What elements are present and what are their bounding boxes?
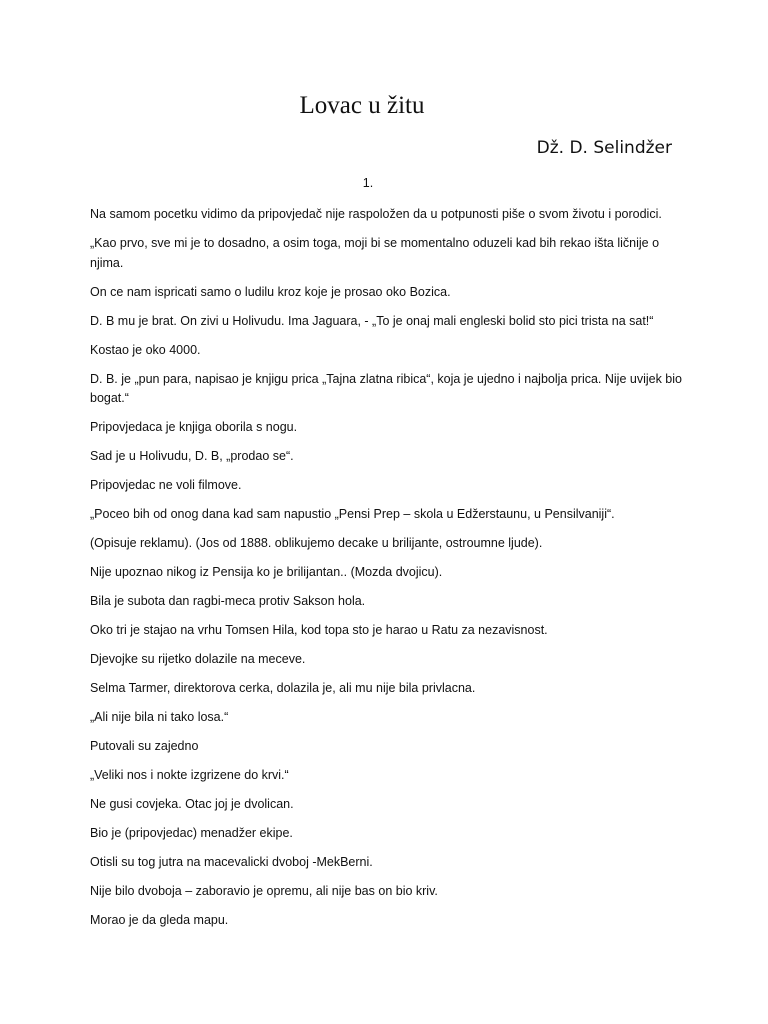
paragraph: Sad je u Holivudu, D. B, „prodao se“. xyxy=(90,449,294,463)
paragraph: Selma Tarmer, direktorova cerka, dolazila je, ali mu nije bila privlacna. xyxy=(90,681,476,695)
document-author: Dž. D. Selindžer xyxy=(536,138,672,158)
document-title: Lovac u žitu xyxy=(299,92,425,119)
paragraph: Ne gusi covjeka. Otac joj je dvolican. xyxy=(90,797,294,811)
paragraph: „Ali nije bila ni tako losa.“ xyxy=(90,710,229,724)
paragraph: Morao je da gleda mapu. xyxy=(90,913,229,927)
paragraph: Nije bilo dvoboja – zaboravio je opremu, ali nije bas on bio kriv. xyxy=(90,884,438,898)
paragraph: Bila je subota dan ragbi-meca protiv Sakson hola. xyxy=(90,594,366,608)
paragraph: „Poceo bih od onog dana kad sam napustio „Pensi Prep – skola u Edžerstaunu, u Pensilvaniji“. xyxy=(90,507,615,521)
paragraph: On ce nam ispricati samo o ludilu kroz koje je prosao oko Bozica. xyxy=(90,284,451,299)
paragraph: D. B. je „pun para, napisao je knjigu prica „Tajna zlatna ribica“, koja je ujedno i najbolja prica. Nije uvijek bio bogat.“ xyxy=(90,371,682,405)
paragraph: (Opisuje reklamu). (Jos od 1888. oblikujemo decake u brilijante, ostroumne ljude). xyxy=(90,536,543,550)
paragraph: Djevojke su rijetko dolazile na meceve. xyxy=(90,652,306,666)
paragraph: „Veliki nos i nokte izgrizene do krvi.“ xyxy=(90,768,289,782)
document-body xyxy=(90,205,682,940)
paragraph: Nije upoznao nikog iz Pensija ko je brilijantan.. (Mozda dvojicu). xyxy=(90,565,443,579)
chapter-number: 1. xyxy=(362,176,374,190)
paragraph: Oko tri je stajao na vrhu Tomsen Hila, kod topa sto je harao u Ratu za nezavisnost. xyxy=(90,623,548,637)
paragraph: Otisli su tog jutra na macevalicki dvoboj -MekBerni. xyxy=(90,855,373,869)
paragraph: Kostao je oko 4000. xyxy=(90,342,201,357)
paragraph: D. B mu je brat. On zivi u Holivudu. Ima Jaguara, - „To je onaj mali engleski bolid sto pici trista na sat!“ xyxy=(90,313,654,328)
paragraph: Na samom pocetku vidimo da pripovjedač nije raspoložen da u potpunosti piše o svom životu i porodici. xyxy=(90,207,662,221)
paragraph: Pripovjedaca je knjiga oborila s nogu. xyxy=(90,420,298,434)
paragraph: Putovali su zajedno xyxy=(90,739,199,753)
paragraph: Pripovjedac ne voli filmove. xyxy=(90,478,242,492)
paragraph: „Kao prvo, sve mi je to dosadno, a osim toga, moji bi se momentalno oduzeli kad bih rekao išta ličnije o njima. xyxy=(90,236,660,270)
paragraph: Bio je (pripovjedac) menadžer ekipe. xyxy=(90,826,293,840)
